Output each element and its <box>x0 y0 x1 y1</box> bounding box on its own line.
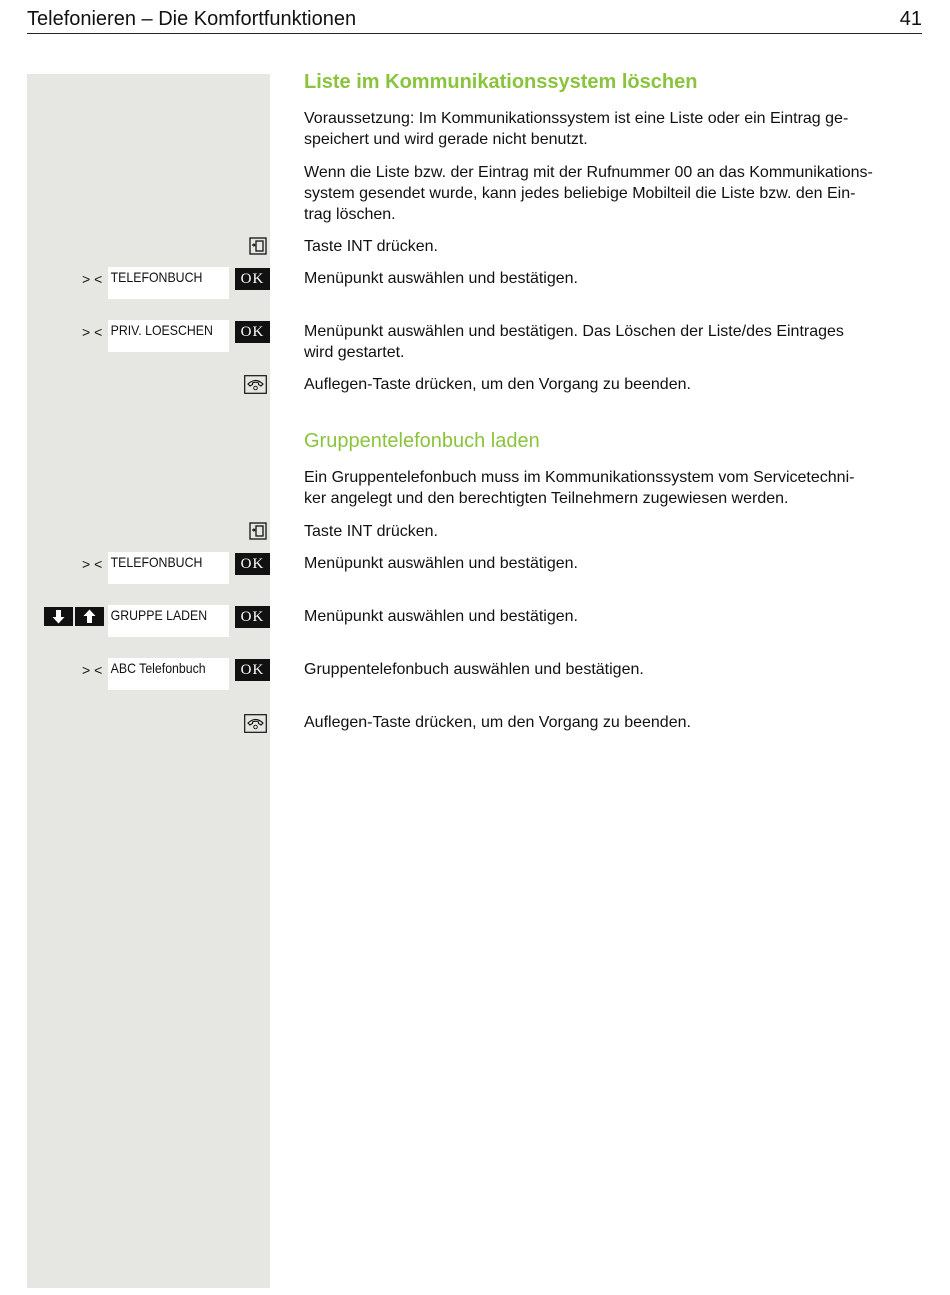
ok-key: OK <box>235 659 270 681</box>
step-text: Gruppentelefonbuch auswählen und bestätigen. <box>304 661 644 678</box>
menu-item-label: PRIV. LOESCHEN <box>110 322 213 338</box>
display-menu-item <box>108 658 229 690</box>
step-text-multiline <box>304 321 924 363</box>
nav-keys: > < <box>82 271 103 287</box>
ok-key: OK <box>235 606 270 628</box>
section-heading-gruppentelefonbuch: Gruppentelefonbuch laden <box>304 430 540 452</box>
text-line: wird gestartet. <box>304 344 405 361</box>
step-text: Taste INT drücken. <box>304 238 438 255</box>
hang-up-key-icon <box>244 375 267 394</box>
display-menu-item <box>108 552 229 584</box>
arrow-down-icon <box>44 607 73 626</box>
text-line: Voraussetzung: Im Kommunikationssystem ist eine Liste oder ein Eintrag ge- <box>304 110 849 127</box>
page-header <box>27 6 922 34</box>
display-menu-item <box>108 267 229 299</box>
nav-keys: > < <box>82 556 103 572</box>
paragraph-rufnummer <box>304 162 924 225</box>
paragraph-gruppentelefonbuch <box>304 467 924 509</box>
page-number: 41 <box>899 8 922 30</box>
menu-item-label: TELEFONBUCH <box>110 269 203 285</box>
ok-key: OK <box>235 268 270 290</box>
text-line: system gesendet wurde, kann jedes beliebige Mobilteil die Liste bzw. den Ein- <box>304 185 856 202</box>
text-line: Ein Gruppentelefonbuch muss im Kommunikationssystem vom Servicetechni- <box>304 469 855 486</box>
hang-up-key-icon <box>244 714 267 733</box>
display-menu-item <box>108 605 229 637</box>
int-key-icon <box>249 237 267 255</box>
ok-key: OK <box>235 553 270 575</box>
text-line: trag löschen. <box>304 206 396 223</box>
menu-item-label: TELEFONBUCH <box>110 554 203 570</box>
step-text: Taste INT drücken. <box>304 523 438 540</box>
step-text: Menüpunkt auswählen und bestätigen. <box>304 608 578 625</box>
menu-item-label: GRUPPE LADEN <box>110 607 208 623</box>
step-text: Auflegen-Taste drücken, um den Vorgang zu beenden. <box>304 714 691 731</box>
text-line: speichert und wird gerade nicht benutzt. <box>304 131 588 148</box>
text-line: Menüpunkt auswählen und bestätigen. Das Löschen der Liste/des Eintrages <box>304 323 844 340</box>
text-line: ker angelegt und den berechtigten Teilnehmern zugewiesen werden. <box>304 490 789 507</box>
arrow-up-icon <box>75 607 104 626</box>
int-key-icon <box>249 522 267 540</box>
step-text: Menüpunkt auswählen und bestätigen. <box>304 555 578 572</box>
menu-item-label: ABC Telefonbuch <box>110 660 206 676</box>
step-text: Menüpunkt auswählen und bestätigen. <box>304 270 578 287</box>
ok-key: OK <box>235 321 270 343</box>
text-line: Wenn die Liste bzw. der Eintrag mit der Rufnummer 00 an das Kommunikations- <box>304 164 873 181</box>
display-menu-item <box>108 320 229 352</box>
nav-keys: > < <box>82 662 103 678</box>
nav-keys: > < <box>82 324 103 340</box>
paragraph-voraussetzung <box>304 108 924 150</box>
chapter-title: Telefonieren – Die Komfortfunktionen <box>27 8 357 30</box>
section-heading-liste-loeschen: Liste im Kommunikationssystem löschen <box>304 71 698 93</box>
step-text: Auflegen-Taste drücken, um den Vorgang zu beenden. <box>304 376 691 393</box>
